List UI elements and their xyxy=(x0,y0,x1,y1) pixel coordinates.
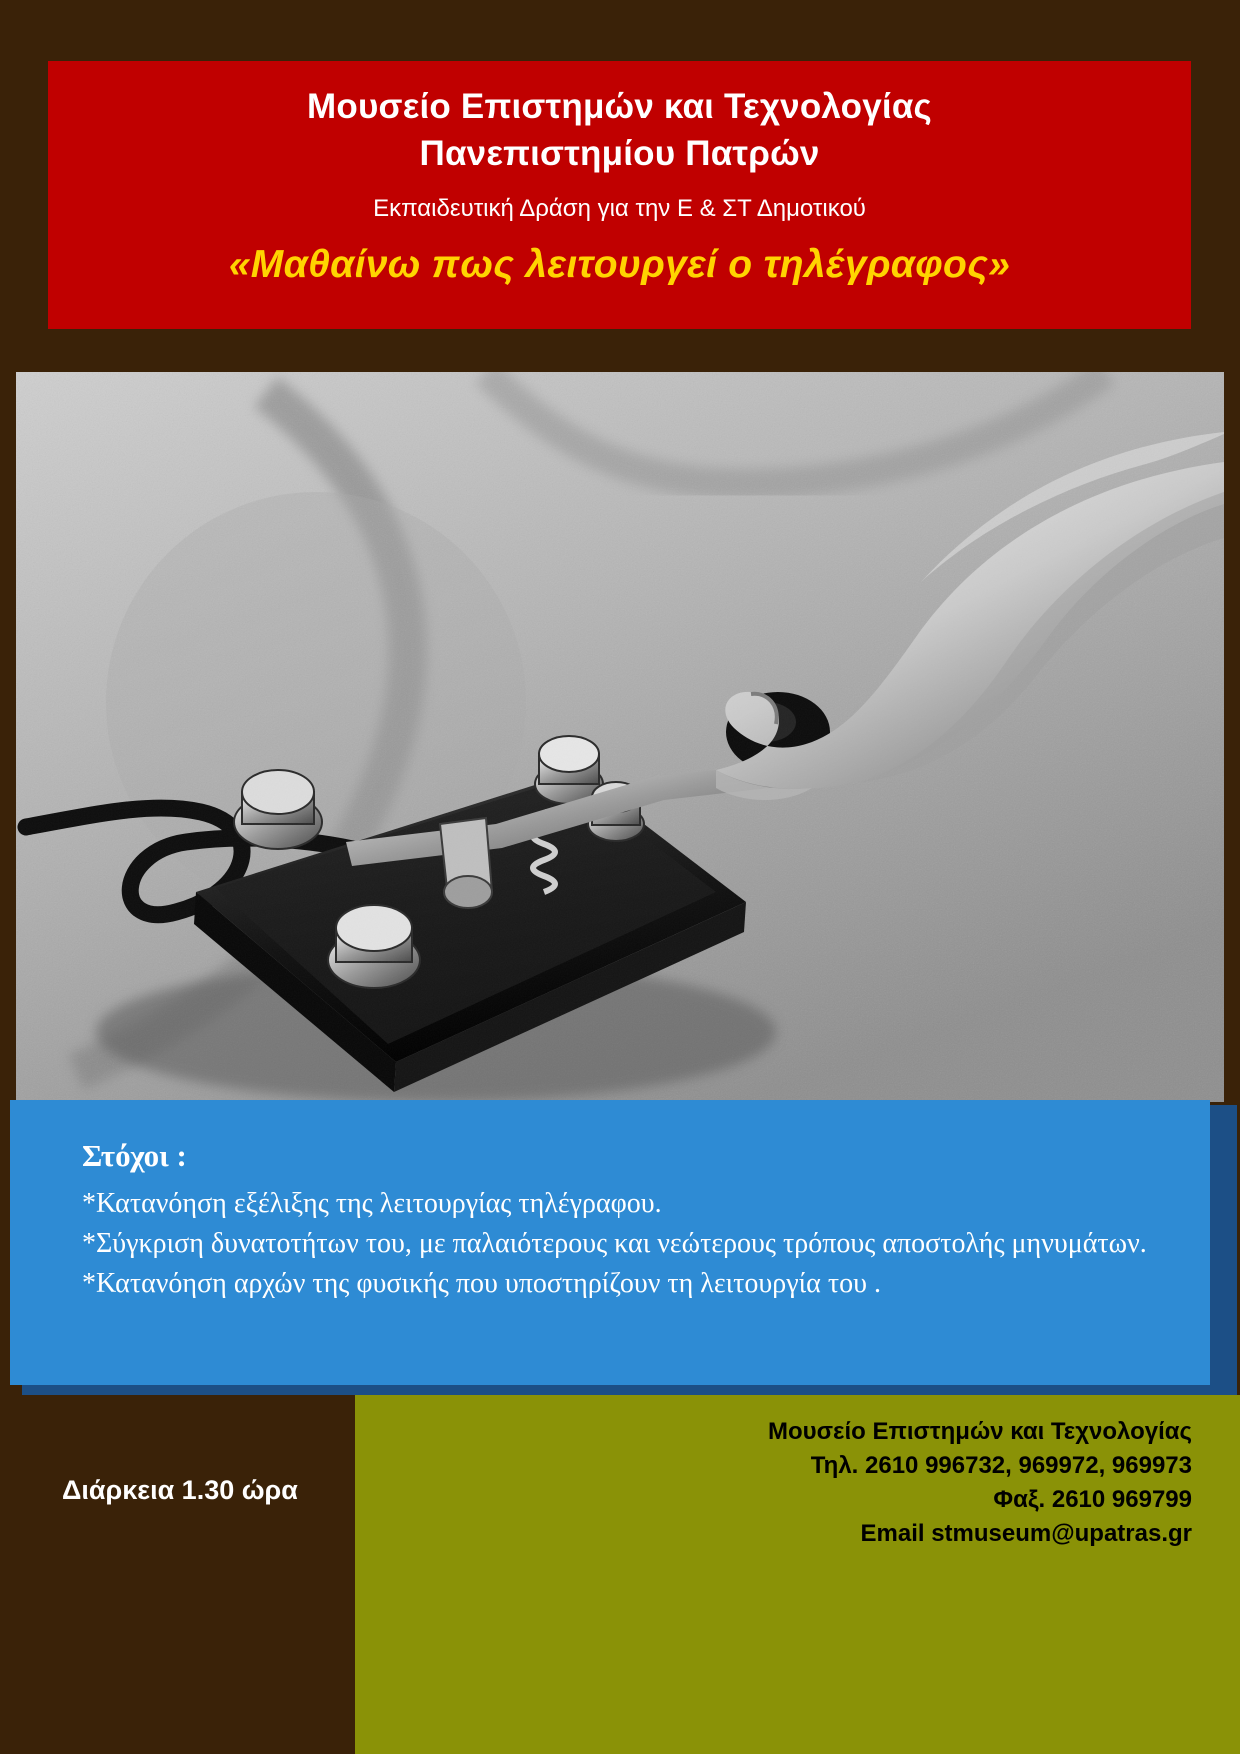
objective-item: *Κατανόηση εξέλιξης της λειτουργίας τηλέγραφου. xyxy=(82,1188,662,1219)
contact-email: Email stmuseum@upatras.gr xyxy=(860,1520,1192,1548)
museum-name-line1: Μουσείο Επιστημών και Τεχνολογίας xyxy=(307,87,932,126)
objective-item: *Κατανόηση αρχών της φυσικής που υποστηρίζουν τη λειτουργία του . xyxy=(82,1267,881,1299)
telegraph-photo xyxy=(16,372,1224,1102)
objectives-block xyxy=(10,1100,1210,1385)
objectives-heading: Στόχοι : xyxy=(82,1138,187,1173)
contact-phone: Τηλ. 2610 996732, 969972, 969973 xyxy=(810,1452,1192,1480)
contact-block xyxy=(355,1395,1240,1754)
contact-fax: Φαξ. 2610 969799 xyxy=(993,1486,1192,1514)
header-subtitle: Εκπαιδευτική Δράση για την Ε & ΣΤ Δημοτικού xyxy=(373,194,866,222)
duration-label: Διάρκεια 1.30 ώρα xyxy=(62,1475,298,1505)
header-banner xyxy=(48,61,1191,329)
contact-org: Μουσείο Επιστημών και Τεχνολογίας xyxy=(768,1418,1192,1445)
page-title: «Μαθαίνω πως λειτουργεί ο τηλέγραφος» xyxy=(228,243,1011,287)
museum-name-line2: Πανεπιστημίου Πατρών xyxy=(419,134,820,174)
objective-item: *Σύγκριση δυνατοτήτων του, με παλαιότερους και νεώτερους τρόπους αποστολής μηνυμάτων. xyxy=(82,1227,1147,1259)
